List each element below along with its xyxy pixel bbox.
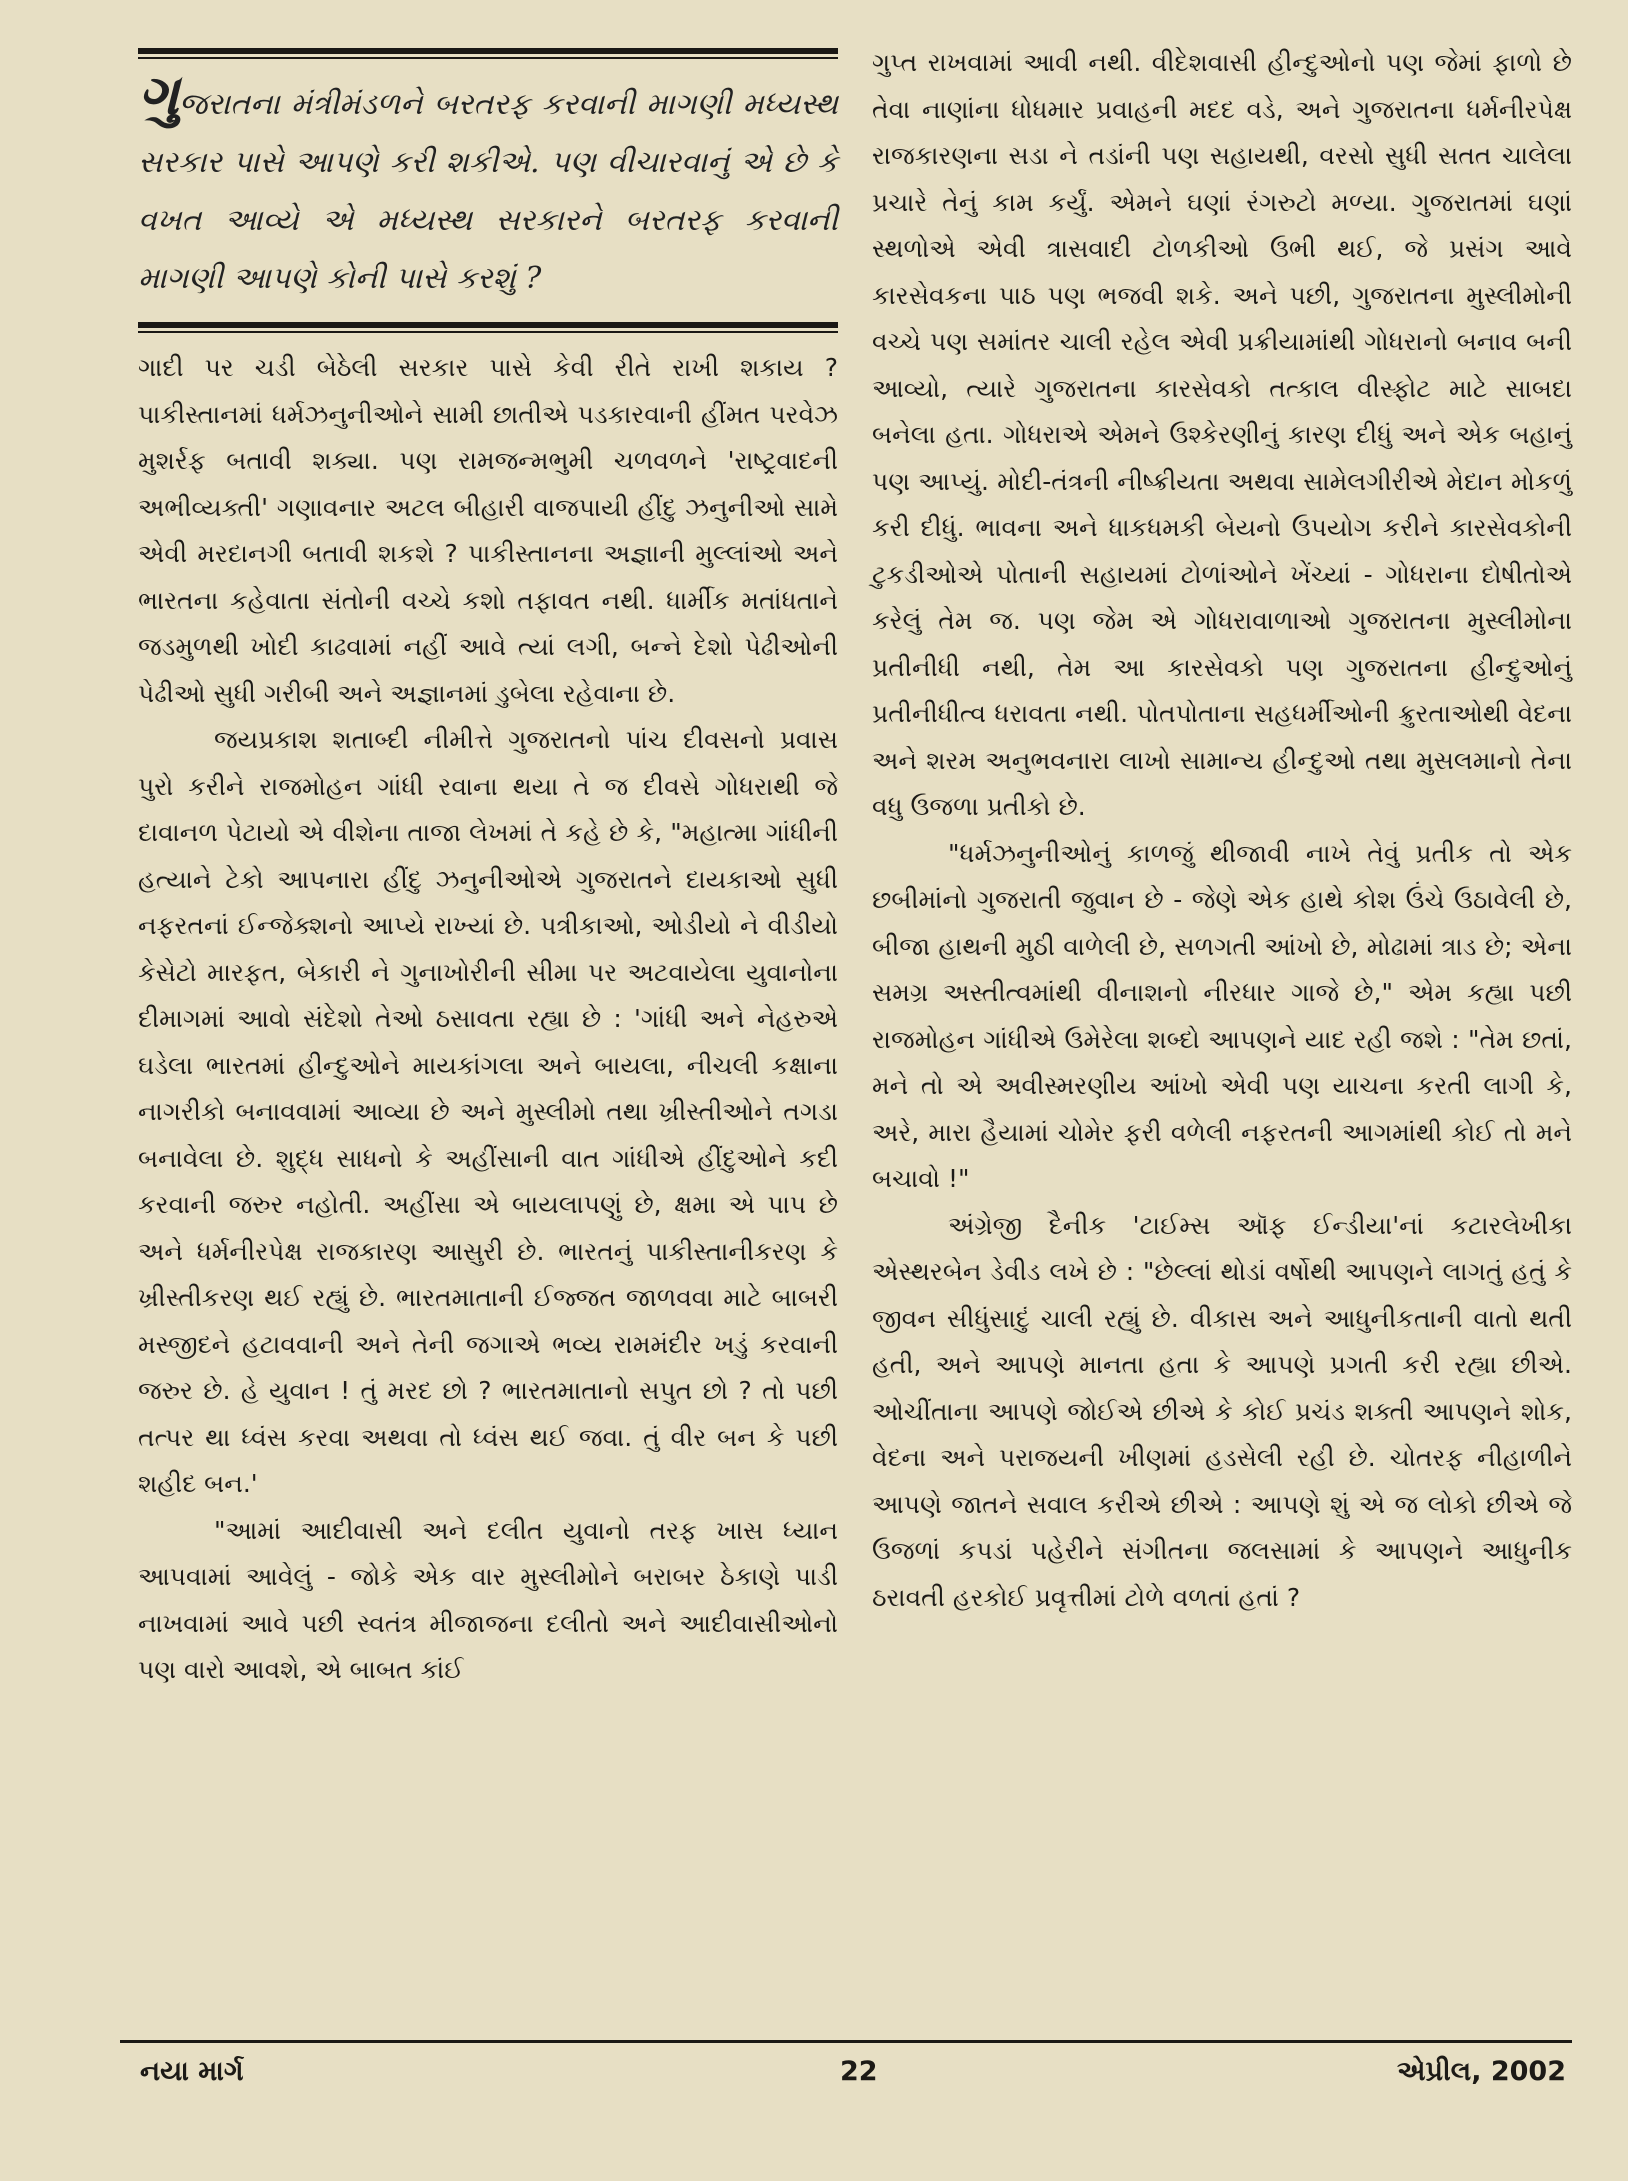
pullquote-body: જરાતના મંત્રીમંડળને બરતરફ કરવાની માગણી મધ્યસ્થ સરકાર પાસે આપણે કરી શકીએ. પણ વીચારવાનું એ છે કે વખત આવ્યે એ મધ્યસ્થ સરકારને બરતરફ કરવાની માગણી આપણે કોની પાસે કરશું ? bbox=[138, 87, 838, 296]
footer-magazine-name: નયા માર્ગ bbox=[140, 2056, 244, 2087]
left-paragraph-3: "આમાં આદીવાસી અને દલીત યુવાનો તરફ ખાસ ધ્યાન આપવામાં આવેલું - જોકે એક વાર મુસ્લીમોને બરાબર ઠેકાણે પાડી નાખવામાં આવે પછી સ્વતંત્ર મીજાજના દલીતો અને આદીવાસીઓનો પણ વારો આવશે, એ બાબત કાંઈ bbox=[138, 1515, 838, 1684]
right-paragraph-3: અંગ્રેજી દૈનીક 'ટાઈમ્સ ઑફ ઈન્ડીયા'નાં કટારલેખીકા એસ્થરબેન ડેવીડ લખે છે : "છેલ્લાં થોડાં વર્ષોથી આપણને લાગતું હતું કે જીવન સીધુંસાદું ચાલી રહ્યું છે. વીકાસ અને આધુનીકતાની વાતો થતી હતી, અને આપણે માનતા હતા કે આપણે પ્રગતી કરી રહ્યા છીએ. ઓચીંતાના આપણે જોઈએ છીએ કે કોઈ પ્રચંડ શક્તી આપણને શોક, વેદના અને પરાજયની ખીણમાં હડસેલી રહી છે. ચોતરફ નીહાળીને આપણે જાતને સવાલ કરીએ છીએ : આપણે શું એ જ લોકો છીએ જે ઉજળાં કપડાં પહેરીને સંગીતના જલસામાં કે આપણને આધુનીક ઠરાવતી હરકોઈ પ્રવૃત્તીમાં ટોળે વળતાં હતાં ? bbox=[872, 1210, 1572, 1612]
right-paragraph-1: ગુપ્ત રાખવામાં આવી નથી. વીદેશવાસી હીન્દુઓનો પણ જેમાં ફાળો છે તેવા નાણાંના ધોધમાર પ્રવાહની મદદ વડે, અને ગુજરાતના ધર્મનીરપેક્ષ રાજકારણના સડા ને તડાંની પણ સહાયથી, વરસો સુધી સતત ચાલેલા પ્રચારે તેનું કામ કર્યું. એમને ઘણાં રંગરુટો મળ્યા. ગુજરાતમાં ઘણાં સ્થળોએ એવી ત્રાસવાદી ટોળકીઓ ઉભી થઈ, જે પ્રસંગ આવે કારસેવકના પાઠ પણ ભજવી શકે. અને પછી, ગુજરાતના મુસ્લીમોની વચ્ચે પણ સમાંતર ચાલી રહેલ એવી પ્રક્રીયામાંથી ગોધરાનો બનાવ બની આવ્યો, ત્યારે ગુજરાતના કારસેવકો તત્કાલ વીસ્ફોટ માટે સાબદા બનેલા હતા. ગોધરાએ એમને ઉશ્કેરણીનું કારણ દીધું અને એક બહાનું પણ આપ્યું. મોદી-તંત્રની નીષ્ક્રીયતા અથવા સામેલગીરીએ મેદાન મોકળું કરી દીધું. ભાવના અને ધાકધમકી બેયનો ઉપયોગ કરીને કારસેવકોની ટુકડીઓએ પોતાની સહાયમાં ટોળાંઓને ખેંચ્યાં - ગોધરાના દોષીતોએ કરેલું તેમ જ. પણ જેમ એ ગોધરાવાળાઓ ગુજરાતના મુસ્લીમોના પ્રતીનીધી નથી, તેમ આ કારસેવકો પણ ગુજરાતના હીન્દુઓનું પ્રતીનીધીત્વ ધરાવતા નથી. પોતપોતાના સહધર્મીઓની ક્રુરતાઓથી વેદના અને શરમ અનુભવનારા લાખો સામાન્ય હીન્દુઓ તથા મુસલમાનો તેના વધુ ઉજળા પ્રતીકો છે. bbox=[872, 48, 1572, 821]
pullquote-top-rule-thin bbox=[138, 57, 838, 59]
left-column bbox=[138, 40, 838, 1694]
footer-rule bbox=[120, 2040, 1572, 2043]
left-paragraph-1: ગાદી પર ચડી બેઠેલી સરકાર પાસે કેવી રીતે રાખી શકાય ? પાકીસ્તાનમાં ધર્મઝનુનીઓને સામી છાતીએ પડકારવાની હીંમત પરવેઝ મુશર્રફ બતાવી શક્યા. પણ રામજન્મભુમી ચળવળને 'રાષ્ટ્રવાદની અભીવ્યક્તી' ગણાવનાર અટલ બીહારી વાજપાયી હીંદુ ઝનુનીઓ સામે એવી મરદાનગી બતાવી શકશે ? પાકીસ્તાનના અજ્ઞાની મુલ્લાંઓ અને ભારતના કહેવાતા સંતોની વચ્ચે કશો તફાવત નથી. ધાર્મીક મતાંધતાને જડમુળથી ખોદી કાઢવામાં નહીં આવે ત્યાં લગી, બન્ને દેશો પેઢીઓની પેઢીઓ સુધી ગરીબી અને અજ્ઞાનમાં ડુબેલા રહેવાના છે. bbox=[138, 353, 838, 708]
pull-quote bbox=[138, 48, 838, 333]
right-paragraph-2: "ધર્મઝનુનીઓનું કાળજું થીજાવી નાખે તેવું પ્રતીક તો એક છબીમાંનો ગુજરાતી જુવાન છે - જેણે એક હાથે કોશ ઉંચે ઉઠાવેલી છે, બીજા હાથની મુઠી વાળેલી છે, સળગતી આંખો છે, મોઢામાં ત્રાડ છે; એના સમગ્ર અસ્તીત્વમાંથી વીનાશનો નીરધાર ગાજે છે," એમ કહ્યા પછી રાજમોહન ગાંધીએ ઉમેરેલા શબ્દો આપણને યાદ રહી જશે : "તેમ છતાં, મને તો એ અવીસ્મરણીય આંખો એવી પણ યાચના કરતી લાગી કે, અરે, મારા હૈયામાં ચોમેર ફરી વળેલી નફરતની આગમાંથી કોઈ તો મને બચાવો !" bbox=[872, 838, 1572, 1193]
spacer bbox=[138, 333, 838, 345]
pullquote-bottom-rule bbox=[138, 322, 838, 328]
left-paragraph-2: જયપ્રકાશ શતાબ્દી નીમીત્તે ગુજરાતનો પાંચ દીવસનો પ્રવાસ પુરો કરીને રાજમોહન ગાંધી રવાના થયા તે જ દીવસે ગોધરાથી જે દાવાનળ પેટાયો એ વીશેના તાજા લેખમાં તે કહે છે કે, "મહાત્મા ગાંધીની હત્યાને ટેકો આપનારા હીંદુ ઝનુનીઓએ ગુજરાતને દાયકાઓ સુધી નફરતનાં ઈન્જેક્શનો આપ્યે રાખ્યાં છે. પત્રીકાઓ, ઓડીયો ને વીડીયો કેસેટો મારફત, બેકારી ને ગુનાખોરીની સીમા પર અટવાયેલા યુવાનોના દીમાગમાં આવો સંદેશો તેઓ ઠસાવતા રહ્યા છે : 'ગાંધી અને નેહરુએ ઘડેલા ભારતમાં હીન્દુઓને માયકાંગલા અને બાયલા, નીચલી કક્ષાના નાગરીકો બનાવવામાં આવ્યા છે અને મુસ્લીમો તથા ખ્રીસ્તીઓને તગડા બનાવેલા છે. શુદ્ધ સાધનો કે અહીંસાની વાત ગાંધીએ હીંદુઓને કદી કરવાની જરુર નહોતી. અહીંસા એ બાયલાપણું છે, ક્ષમા એ પાપ છે અને ધર્મનીરપેક્ષ રાજકારણ આસુરી છે. ભારતનું પાકીસ્તાનીકરણ કે ખ્રીસ્તીકરણ થઈ રહ્યું છે. ભારતમાતાની ઈજ્જત જાળવવા માટે બાબરી મસ્જીદને હટાવવાની અને તેની જગાએ ભવ્ય રામમંદીર ખડું કરવાની જરુર છે. હે યુવાન ! તું મરદ છો ? ભારતમાતાનો સપુત છો ? તો પછી તત્પર થા ધ્વંસ કરવા અથવા તો ધ્વંસ થઈ જવા. તું વીર બન કે પછી શહીદ બન.' bbox=[138, 725, 838, 1498]
right-column bbox=[872, 40, 1572, 1621]
footer-page-number: 22 bbox=[840, 2056, 878, 2087]
pullquote-dropcap: ગુ bbox=[138, 62, 179, 128]
pullquote-top-rule bbox=[138, 48, 838, 54]
pullquote-text bbox=[138, 62, 838, 308]
footer-date: એપ્રીલ, 2002 bbox=[1397, 2056, 1566, 2087]
